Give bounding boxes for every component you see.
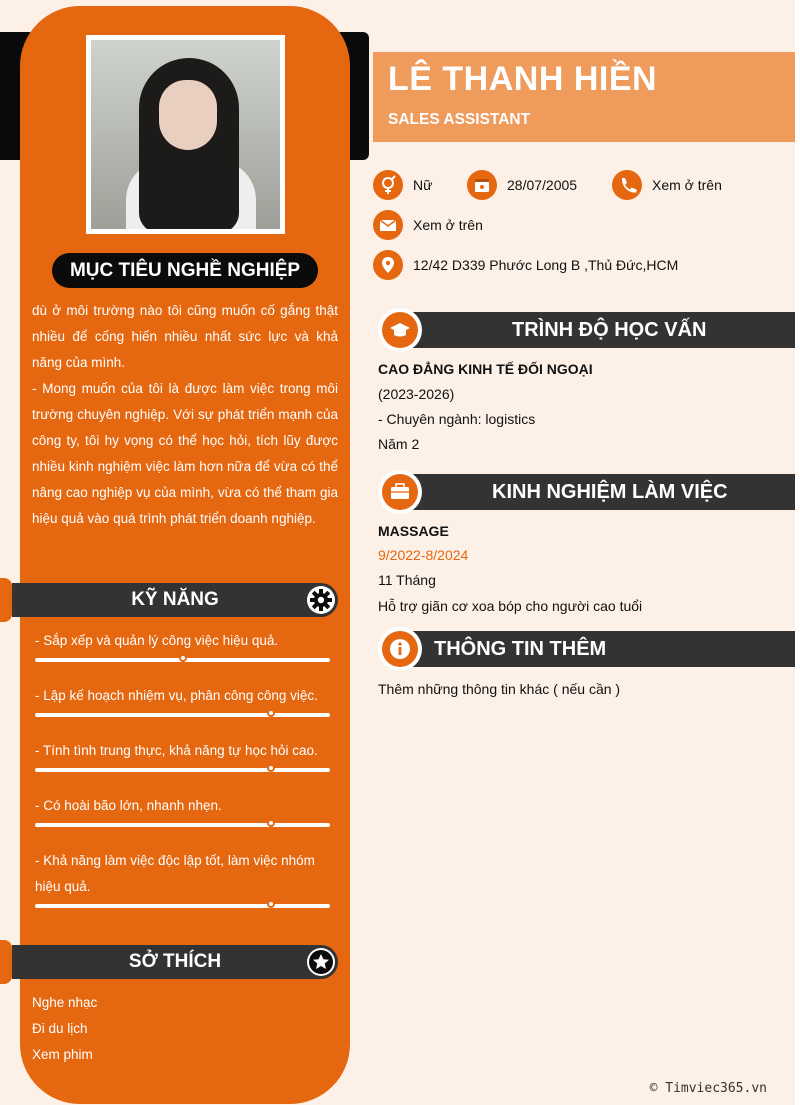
objective-paragraph: - Mong muốn của tôi là được làm việc trong môi trường chuyên nghiệp. Với sự phát triển mạnh của công ty, tôi hy vọng có thể học hỏi, tích lũy được nhiều kinh nghiệm việc làm hơn nữa để vừa có thể nâng cao nghiệp vụ của mình, vừa có thể tham gia hiệu quả vào quá trình phát triển doanh nghiệp. (32, 381, 338, 526)
skill-text: - Sắp xếp và quản lý công việc hiệu quả. (35, 633, 279, 648)
calendar-icon (467, 170, 497, 200)
birthday-value: 28/07/2005 (507, 177, 578, 193)
star-icon (307, 948, 335, 976)
skill-knob (267, 764, 275, 772)
education-period: (2023-2026) (378, 386, 455, 402)
hobbies-title: SỞ THÍCH (128, 951, 222, 972)
email-value: Xem ở trên (413, 217, 483, 233)
skills-tab (0, 578, 12, 622)
phone-icon (612, 170, 642, 200)
hobby-item: Nghe nhạc (32, 995, 98, 1010)
education-year: Năm 2 (378, 436, 420, 452)
email-icon (373, 210, 403, 240)
skills-title: KỸ NĂNG (131, 589, 219, 610)
education-title: TRÌNH ĐỘ HỌC VẤN (512, 319, 707, 341)
skill-bar (35, 713, 330, 717)
skill-item (35, 848, 330, 908)
gender-icon (373, 170, 403, 200)
full-name: LÊ THANH HIỀN (388, 60, 658, 98)
skill-bar (35, 768, 330, 772)
extra-text: Thêm những thông tin khác ( nếu cần ) (378, 681, 621, 697)
experience-company: MASSAGE (378, 523, 449, 539)
address-value: 12/42 D339 Phước Long B ,Thủ Đức,HCM (413, 257, 679, 273)
skill-text: - Có hoài bão lớn, nhanh nhẹn. (35, 798, 222, 813)
skills-list (35, 628, 330, 929)
skill-knob (267, 900, 275, 908)
hobbies-list (32, 990, 97, 1068)
gender-value: Nữ (413, 177, 433, 193)
skill-bar (35, 823, 330, 827)
objective-text (32, 298, 338, 532)
briefcase-icon (378, 470, 422, 514)
skill-bar (35, 658, 330, 662)
skill-bar (35, 904, 330, 908)
hobby-item: Xem phim (32, 1047, 93, 1062)
avatar (86, 35, 285, 234)
skill-text: - Lập kế hoạch nhiệm vụ, phân công công việc. (35, 688, 318, 703)
info-icon (378, 627, 422, 671)
objective-paragraph: dù ở môi trường nào tôi cũng muốn cố gắng thật nhiều để cống hiến nhiều nhất sức lực và khả năng của mình. (32, 303, 338, 370)
hobbies-header (12, 945, 338, 979)
footer-credit: © Timviec365.vn (649, 1081, 767, 1096)
education-header (378, 312, 795, 348)
skill-item (35, 683, 330, 717)
experience-description: Hỗ trợ giãn cơ xoa bóp cho người cao tuổi (378, 598, 643, 614)
experience-period: 9/2022-8/2024 (378, 547, 469, 563)
skill-item (35, 628, 330, 662)
education-major: - Chuyên ngành: logistics (378, 411, 536, 427)
hobbies-tab (0, 940, 12, 984)
skill-item (35, 793, 330, 827)
skills-header (12, 583, 338, 617)
gear-icon (307, 586, 335, 614)
experience-header (378, 474, 795, 510)
skill-text: - Khả năng làm việc độc lập tốt, làm việc nhóm hiệu quả. (35, 853, 315, 894)
skill-knob (267, 819, 275, 827)
job-title: SALES ASSISTANT (388, 111, 531, 128)
phone-value: Xem ở trên (652, 177, 722, 193)
graduation-cap-icon (378, 308, 422, 352)
hobby-item: Đi du lịch (32, 1021, 88, 1036)
experience-title: KINH NGHIỆM LÀM VIỆC (492, 481, 728, 503)
name-header (373, 52, 795, 142)
skill-knob (267, 709, 275, 717)
experience-duration: 11 Tháng (378, 572, 436, 588)
location-icon (373, 250, 403, 280)
extra-title: THÔNG TIN THÊM (434, 638, 607, 660)
extra-header (378, 631, 795, 667)
skill-text: - Tính tình trung thực, khả năng tự học hỏi cao. (35, 743, 318, 758)
skill-item (35, 738, 330, 772)
skill-knob (179, 654, 187, 662)
objective-title: MỤC TIÊU NGHỀ NGHIỆP (52, 253, 318, 288)
education-school: CAO ĐẲNG KINH TẾ ĐỐI NGOẠI (378, 361, 593, 377)
